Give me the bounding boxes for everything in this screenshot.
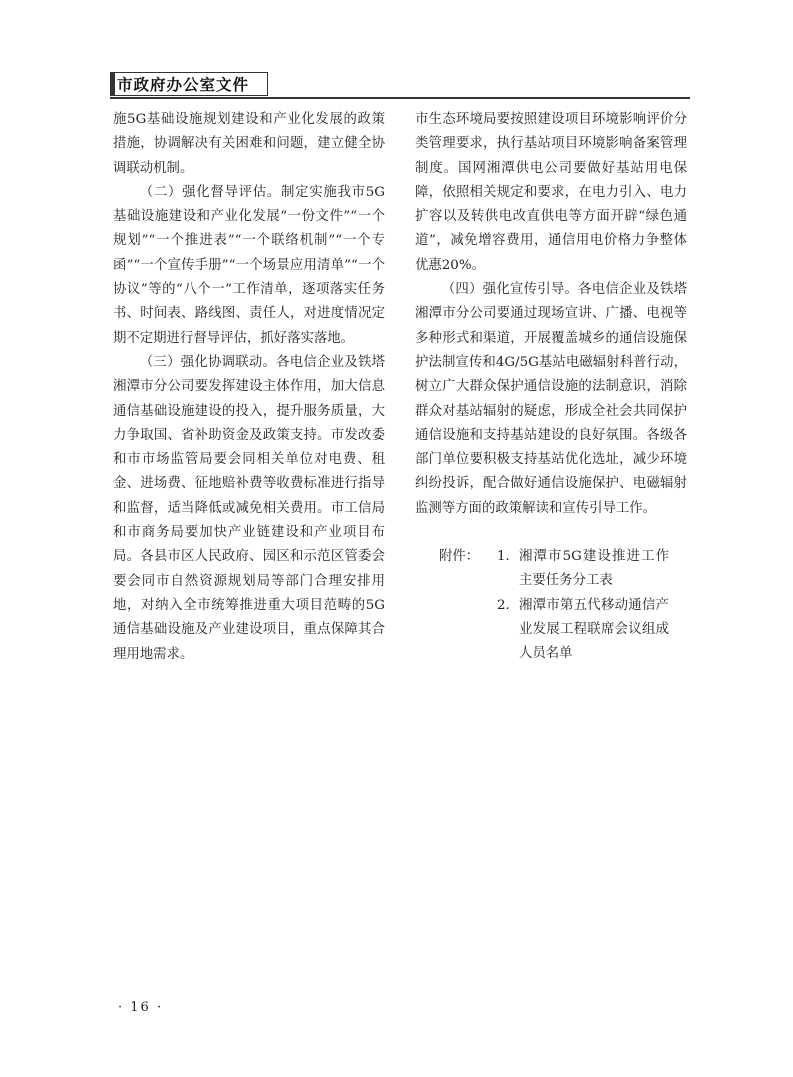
attachment-text: 湘潭市第五代移动通信产业发展工程联席会议组成人员名单 bbox=[519, 597, 669, 662]
attachment-text: 湘潭市5G建设推进工作主要任务分工表 bbox=[519, 549, 669, 589]
attachment-item bbox=[415, 545, 687, 594]
left-paragraph-2: （二）强化督导评估。制定实施我市5G基础设施建设和产业化发展“一份文件”“一个规划”“一个推进表”“一个联络机制”“一个专函”“一个宣传手册”“一个场景应用清单”“一个协议”等的“八个一”工作清单，逐项落实任务书、时间表、路线图、责任人，对进度情况定期不定期进行督导评估，抓好落实落地。 bbox=[113, 184, 385, 346]
left-column bbox=[113, 108, 385, 667]
attachment-number: 2. bbox=[497, 597, 510, 613]
attachments-list bbox=[415, 545, 687, 666]
section-header-title: 市政府办公室文件 bbox=[110, 72, 268, 96]
attachment-item bbox=[415, 594, 687, 667]
header-rule bbox=[110, 97, 690, 99]
right-paragraph-1: 市生态环境局要按照建设项目环境影响评价分类管理要求，执行基站项目环境影响备案管理制度。国网湘潭供电公司要做好基站用电保障，依照相关规定和要求，在电力引入、电力扩容以及转供电改直供电等方面开辟“绿色通道”，减免增容费用，通信用电价格力争整体优惠20%。 bbox=[415, 112, 687, 273]
attachment-number: 1. bbox=[497, 549, 510, 565]
left-paragraph-3: （三）强化协调联动。各电信企业及铁塔湘潭市分公司要发挥建设主体作用，加大信息通信基础设施建设的投入，提升服务质量，大力争取国、省补助资金及政策支持。市发改委和市市场监管局要会同相关单位对电费、租金、进场费、征地赔补费等收费标准进行指导和监督，适当降低或减免相关费用。市工信局和市商务局要加快产业链建设和产业项目布局。各县市区人民政府、园区和示范区管委会要会同市自然资源规划局等部门合理安排用地，对纳入全市统筹推进重大项目范畴的5G通信基础设施及产业建设项目，重点保障其合理用地需求。 bbox=[113, 354, 385, 662]
right-column bbox=[415, 108, 687, 667]
page-number: · 16 · bbox=[118, 1000, 164, 1015]
attachments-lead: 附件： bbox=[439, 549, 480, 565]
right-paragraph-2: （四）强化宣传引导。各电信企业及铁塔湘潭市分公司要通过现场宣讲、广播、电视等多种形式和渠道，开展覆盖城乡的通信设施保护法制宣传和4G/5G基站电磁辐射科普行动，树立广大群众保护通信设施的法制意识，消除群众对基站辐射的疑虑，形成全社会共同保护通信设施和支持基站建设的良好氛围。各级各部门单位要积极支持基站优化选址，减少环境纠纷投诉，配合做好通信设施保护、电磁辐射监测等方面的政策解读和宣传引导工作。 bbox=[415, 282, 687, 516]
left-paragraph-1: 施5G基础设施规划建设和产业化发展的政策措施，协调解决有关困难和问题，建立健全协调联动机制。 bbox=[113, 112, 385, 176]
